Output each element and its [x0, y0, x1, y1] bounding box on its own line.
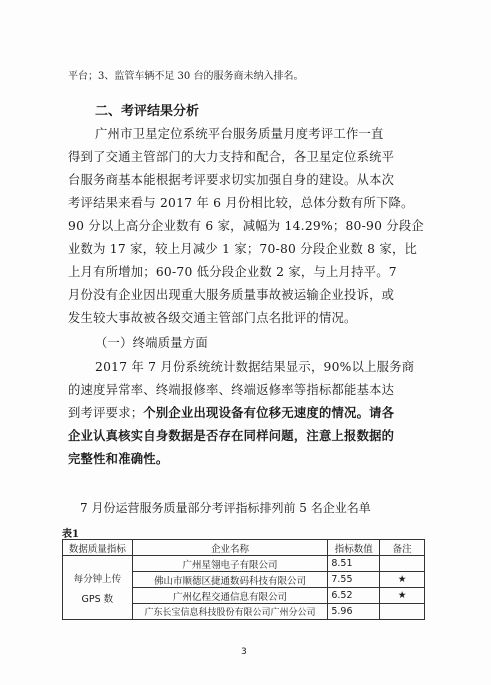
- value-cell: 8.51: [328, 556, 380, 572]
- para1-line: 业数为 17 家，较上月减少 1 家；70-80 分段企业数 8 家，比: [68, 242, 418, 256]
- page-number: 3: [241, 647, 247, 657]
- section-heading: 二、考评结果分析: [95, 104, 200, 119]
- header-cell: 备注: [380, 540, 425, 556]
- company-name-cell: 广东长宝信息科技股份有限公司广州分公司: [132, 604, 328, 620]
- para1-line: 广州市卫星定位系统平台服务质量月度考评工作一直: [95, 127, 384, 141]
- value-cell: 6.52: [328, 588, 380, 604]
- value-cell: 5.96: [328, 604, 380, 620]
- company-name-cell: 广州星翎电子有限公司: [132, 556, 328, 572]
- para1-line: 发生较大事故被各级交通主管部门点名批评的情况。: [68, 311, 357, 325]
- subheading: （一）终端质量方面: [95, 336, 208, 350]
- category-line: 每分钟上传: [73, 573, 122, 585]
- para2-normal-text: 到考评要求；: [68, 406, 144, 420]
- table-label: 表1: [62, 529, 79, 540]
- value-cell: 7.55: [328, 572, 380, 588]
- para1-line: 上月有所增加；60-70 低分段企业数 2 家，与上月持平。7: [68, 265, 397, 279]
- header-cell: 企业名称: [132, 540, 328, 556]
- para2-line: 的速度异常率、终端报修率、终端返修率等指标都能基本达: [68, 383, 395, 397]
- para1-line: 月份没有企业因出现重大服务质量事故被运输企业投诉，或: [68, 288, 395, 302]
- star-icon: ★: [380, 588, 425, 604]
- header-cell: 数据质量指标: [63, 540, 133, 556]
- para1-line: 台服务商基本能根据考评要求切实加强自身的建设。从本次: [68, 173, 395, 187]
- para2-line: [68, 403, 394, 421]
- table-title: 7 月份运营服务质量部分考评指标排列前 5 名企业名单: [80, 501, 371, 515]
- company-name-cell: 广州亿程交通信息有限公司: [132, 588, 328, 604]
- category-cell: [63, 556, 133, 620]
- note-cell: [380, 604, 425, 620]
- para1-line: 90 分以上高分企业数有 6 家，减幅为 14.29%；80-90 分段企: [68, 219, 424, 233]
- para2-bold-line: 完整性和准确性。: [68, 451, 169, 466]
- para1-line: 得到了交通主管部门的大力支持和配合，各卫星定位系统平: [68, 150, 395, 164]
- para2-bold-text: 个别企业出现设备有位移无速度的情况。请各: [143, 405, 395, 420]
- star-icon: ★: [380, 572, 425, 588]
- header-cell: 指标数值: [328, 540, 380, 556]
- ranking-table: [62, 539, 425, 620]
- para2-bold-line: 企业认真核实自身数据是否存在同样问题，注意上报数据的: [68, 428, 395, 443]
- note-cell: [380, 556, 425, 572]
- para1-line: 考评结果来看与 2017 年 6 月份相比较，总体分数有所下降。: [68, 196, 414, 210]
- table-header-row: [63, 540, 425, 556]
- table-row: [63, 556, 425, 572]
- category-line: GPS 数: [81, 593, 114, 605]
- company-name-cell: 佛山市顺德区捷通数码科技有限公司: [132, 572, 328, 588]
- top-note: 平台；3、监管车辆不足 30 台的服务商未纳入排名。: [68, 71, 304, 82]
- para2-line: 2017 年 7 月份系统统计数据结果显示，90%以上服务商: [95, 360, 415, 374]
